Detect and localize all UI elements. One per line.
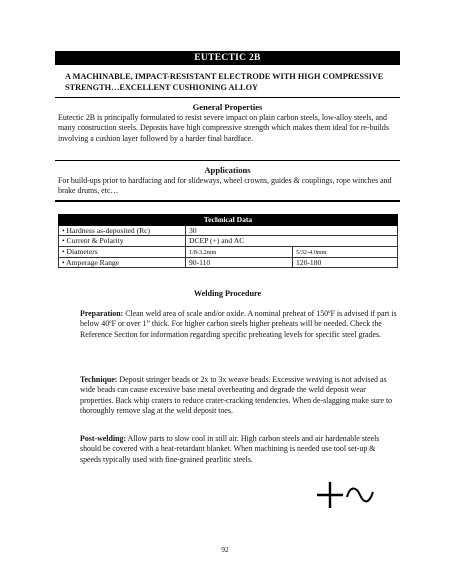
- divider: [55, 200, 400, 202]
- diameter-large: 5/32-4.0mm: [296, 248, 327, 256]
- technique-text: Deposit stringer beads or 2x to 3x weave beads. Excessive weaving is not advised as wide beads can cause excessive base metal overheating and degrade the weld deposit wear properties. Back whip craters to reduce crater-cracking tendencies. When de-slagging make sure to thoroughly remove slag at the weld deposit toes.: [80, 375, 393, 416]
- applications-text: For build-ups prior to hardfacing and for slideways, wheel crowns, guides & couplings, rope winches and brake drums, etc…: [58, 176, 392, 196]
- table-header-row: [59, 215, 398, 226]
- technique-label: Technique:: [80, 375, 118, 384]
- row-label: • Diameters: [59, 246, 186, 257]
- postwelding-paragraph: [80, 434, 398, 465]
- row-value: DCEP (+) and AC: [186, 236, 398, 247]
- row-value: [293, 246, 398, 257]
- subtitle: A MACHINABLE, IMPACT-RESISTANT ELECTRODE WITH HIGH COMPRESSIVE STRENGTH…EXCELLENT CUSHIONING ALLOY: [65, 72, 384, 92]
- divider: [55, 160, 400, 161]
- row-label: • Current & Polarity: [59, 236, 186, 247]
- preparation-text: Clean weld area of scale and/or oxide. A nominal preheat of 150ºF is advised if part is below 40ºF or over 1” thick. For higher carbon steels higher preheats will be needed. Check the Reference Section for information regarding specific preheating levels for specific steel grades.: [80, 309, 397, 339]
- tilde-icon: [347, 488, 373, 501]
- applications-heading: Applications: [204, 165, 251, 175]
- technical-data-table: [58, 214, 398, 268]
- page-number: 92: [221, 545, 229, 554]
- polarity-symbols: [314, 480, 376, 510]
- plus-icon: [317, 482, 343, 508]
- preparation-paragraph: [80, 309, 398, 340]
- row-value: [186, 246, 293, 257]
- row-value: 30: [186, 225, 398, 236]
- divider: [55, 97, 400, 98]
- general-properties-text: Eutectic 2B is principally formulated to resist severe impact on plain carbon steels, low-alloy steels, and many construction steels. Deposits have high compressive strength which makes them ideal for re-builds involving a cushion layer followed by a harder final hardface.: [58, 113, 389, 143]
- diameter-small: 1/8-3.2mm: [189, 248, 217, 256]
- preparation-label: Preparation:: [80, 309, 124, 318]
- welding-procedure-heading: Welding Procedure: [193, 289, 262, 298]
- row-label: • Amperage Range: [59, 257, 186, 268]
- row-label: • Hardness as-deposited (Rc): [59, 225, 186, 236]
- table-row: [59, 225, 398, 236]
- row-value: 120-180: [293, 257, 398, 268]
- technical-data-heading: Technical Data: [59, 215, 398, 226]
- row-value: 90-110: [186, 257, 293, 268]
- postwelding-label: Post-welding:: [80, 434, 127, 443]
- table-row: [59, 257, 398, 268]
- postwelding-text: Allow parts to slow cool in still air. High carbon steels and air hardenable steels should be covered with a heat-retardant blanket. When machining is needed use tool set-up & speeds typically used with fine-grained pearlitic steels.: [80, 434, 380, 464]
- technique-paragraph: [80, 375, 398, 417]
- general-properties-heading: General Properties: [192, 102, 263, 112]
- page-title: EUTECTIC 2B: [55, 51, 400, 65]
- table-row: [59, 246, 398, 257]
- table-row: [59, 236, 398, 247]
